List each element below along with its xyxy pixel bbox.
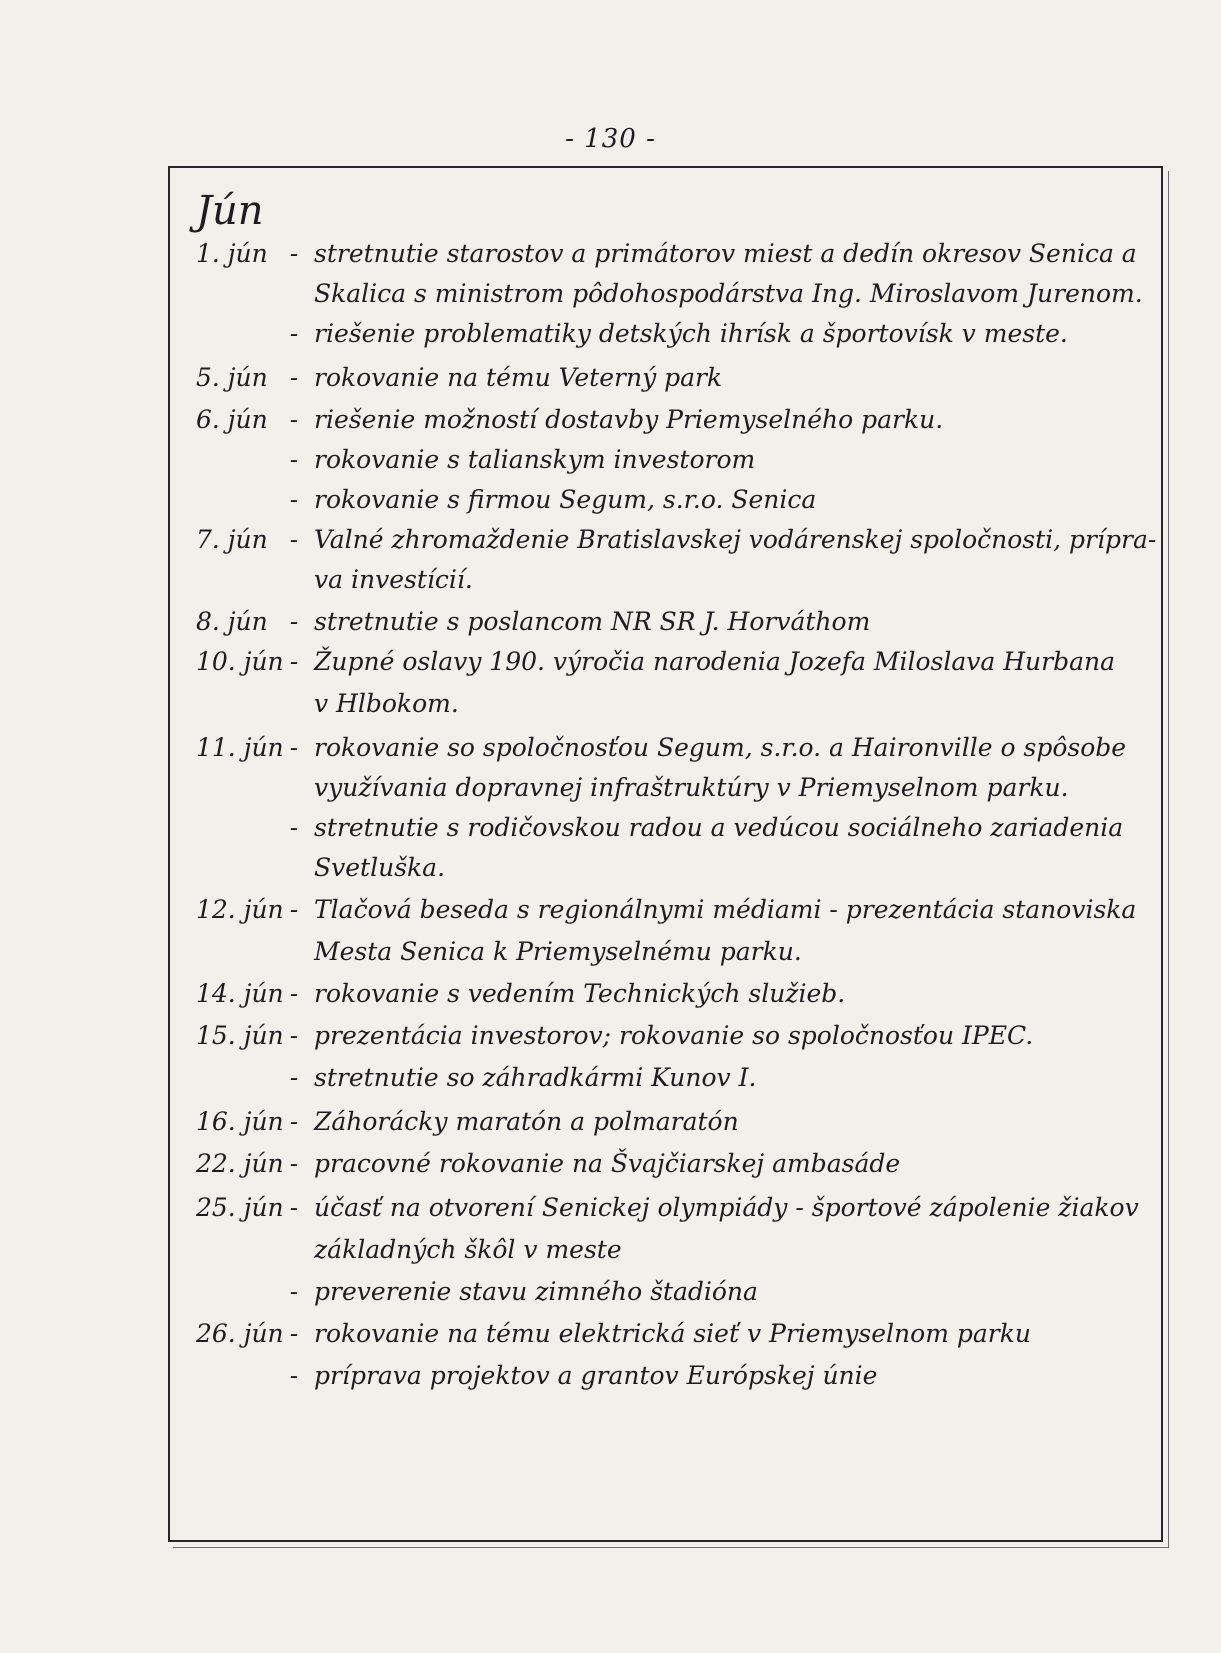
entry-date: 12. jún [196, 895, 284, 924]
entry-line [196, 1056, 756, 1100]
entry-dash: - [289, 1193, 299, 1222]
entry-date: 8. jún [196, 607, 268, 636]
entry-dash: - [289, 1021, 299, 1050]
entry-date: 5. jún [196, 363, 268, 392]
entry-line [196, 1312, 1031, 1356]
entry-line [196, 438, 755, 482]
entry-dash: - [289, 1063, 299, 1092]
entry-line [196, 888, 1136, 932]
entry-text: Záhorácky maratón a polmaratón [314, 1107, 739, 1136]
entry-text: rokovanie na tému elektrická sieť v Priemyselnom parku [314, 1319, 1031, 1348]
month-title: Jún [196, 188, 264, 234]
entry-text: stretnutie so záhradkármi Kunov I. [314, 1063, 757, 1092]
entry-dash: - [289, 607, 299, 636]
entry-text: stretnutie s poslancom NR SR J. Horváthom [314, 607, 871, 636]
entry-text: Valné zhromaždenie Bratislavskej vodárenskej spoločnosti, prípra- [314, 525, 1157, 554]
entry-date: 26. jún [196, 1319, 284, 1348]
entry-line [196, 726, 1126, 770]
entry-dash: - [289, 525, 299, 554]
entry-date: 10. jún [196, 647, 284, 676]
entry-text: Mesta Senica k Priemyselnému parku. [314, 937, 802, 966]
entry-line [196, 972, 845, 1016]
entry-text: základných škôl v meste [314, 1235, 622, 1264]
entry-line [196, 356, 722, 400]
entry-date: 14. jún [196, 979, 284, 1008]
entry-dash: - [289, 445, 299, 474]
entry-text: Svetluška. [314, 853, 446, 882]
entry-text: rokovanie s talianskym investorom [314, 445, 756, 474]
entry-text: stretnutie s rodičovskou radou a vedúcou sociálneho zariadenia [314, 813, 1124, 842]
entry-text: v Hlbokom. [314, 689, 459, 718]
entry-dash: - [289, 1361, 299, 1390]
entry-dash: - [289, 485, 299, 514]
entry-dash: - [289, 647, 299, 676]
entry-dash: - [289, 1319, 299, 1348]
entry-text: riešenie problematiky detských ihrísk a športovísk v meste. [314, 319, 1068, 348]
entry-line [196, 640, 1115, 684]
entry-date: 25. jún [196, 1193, 284, 1222]
entry-date: 1. jún [196, 239, 268, 268]
entry-line [196, 806, 1123, 850]
entry-text: pracovné rokovanie na Švajčiarskej ambasáde [314, 1149, 901, 1178]
entry-line [196, 1354, 877, 1398]
page-number: - 130 - [565, 124, 656, 154]
entry-line [196, 1270, 758, 1314]
entry-text: va investícií. [314, 565, 473, 594]
entry-text: príprava projektov a grantov Európskej únie [314, 1361, 878, 1390]
entry-line [196, 1100, 739, 1144]
entry-line [196, 398, 943, 442]
entry-dash: - [289, 363, 299, 392]
entry-line [196, 1142, 900, 1186]
entry-text: riešenie možností dostavby Priemyselného parku. [314, 405, 944, 434]
entry-text: rokovanie s firmou Segum, s.r.o. Senica [314, 485, 817, 514]
entry-dash: - [289, 813, 299, 842]
entry-line [196, 558, 473, 602]
entry-date: 16. jún [196, 1107, 284, 1136]
entry-text: prezentácia investorov; rokovanie so spoločnosťou IPEC. [314, 1021, 1034, 1050]
entry-date: 7. jún [196, 525, 268, 554]
entry-line [196, 600, 870, 644]
entry-line [196, 682, 459, 726]
entry-line [196, 1014, 1033, 1058]
entry-dash: - [289, 733, 299, 762]
entry-line [196, 272, 1143, 316]
entry-line [196, 518, 1156, 562]
entry-dash: - [289, 319, 299, 348]
entry-text: Župné oslavy 190. výročia narodenia Jozefa Miloslava Hurbana [314, 647, 1116, 676]
entry-dash: - [289, 1107, 299, 1136]
entry-date: 6. jún [196, 405, 268, 434]
entry-line [196, 312, 1068, 356]
entry-line [196, 232, 1137, 276]
entry-dash: - [289, 239, 299, 268]
entry-line [196, 846, 445, 890]
entry-text: Tlačová beseda s regionálnymi médiami - prezentácia stanoviska [314, 895, 1137, 924]
entry-text: využívania dopravnej infraštruktúry v Priemyselnom parku. [314, 773, 1069, 802]
entry-text: stretnutie starostov a primátorov miest a dedín okresov Senica a [314, 239, 1137, 268]
entry-dash: - [289, 1277, 299, 1306]
entry-date: 22. jún [196, 1149, 284, 1178]
entry-line [196, 478, 816, 522]
entry-line [196, 930, 802, 974]
entry-text: preverenie stavu zimného štadióna [314, 1277, 758, 1306]
entry-date: 15. jún [196, 1021, 284, 1050]
entry-date: 11. jún [196, 733, 284, 762]
entry-dash: - [289, 1149, 299, 1178]
entry-line [196, 766, 1069, 810]
entry-text: rokovanie s vedením Technických služieb. [314, 979, 846, 1008]
entry-text: rokovanie na tému Veterný park [314, 363, 723, 392]
entry-text: Skalica s ministrom pôdohospodárstva Ing. Miroslavom Jurenom. [314, 279, 1143, 308]
entry-text: rokovanie so spoločnosťou Segum, s.r.o. a Haironville o spôsobe [314, 733, 1127, 762]
entry-line [196, 1228, 622, 1272]
entry-line [196, 1186, 1139, 1230]
entry-dash: - [289, 979, 299, 1008]
entry-dash: - [289, 405, 299, 434]
entry-dash: - [289, 895, 299, 924]
entry-text: účasť na otvorení Senickej olympiády - športové zápolenie žiakov [314, 1193, 1139, 1222]
